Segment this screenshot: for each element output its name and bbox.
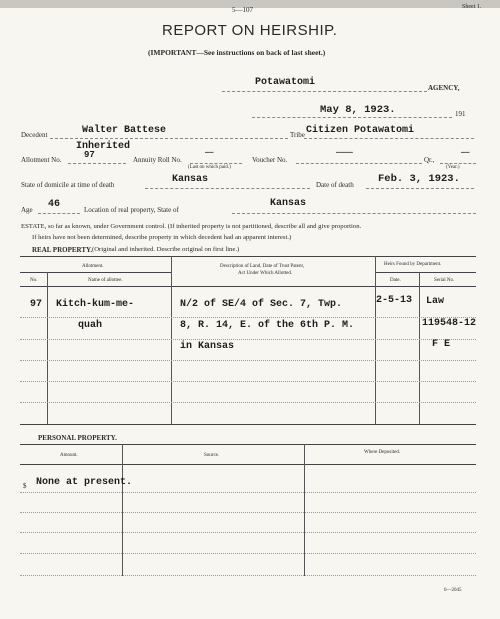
row-2-serial: 119548-12 bbox=[422, 318, 477, 329]
domicile-line bbox=[145, 188, 310, 189]
col-allotment: Allotment. bbox=[82, 264, 104, 269]
tribe-label: Tribe bbox=[290, 131, 305, 139]
footer-code: 6—2045 bbox=[444, 588, 462, 593]
voucher-label: Voucher No. bbox=[252, 156, 288, 164]
decedent-line bbox=[50, 138, 288, 139]
real-property-note: (Original and inherited. Describe original on first line.) bbox=[92, 246, 240, 253]
qr-line bbox=[440, 163, 476, 164]
location-label: Location of real property, State of bbox=[84, 206, 179, 214]
col-heirs: Heirs Found by Department. bbox=[384, 262, 442, 267]
agency-value: Potawatomi bbox=[255, 77, 316, 88]
col-where-deposited: Where Deposited. bbox=[364, 450, 401, 455]
domicile-value: Kansas bbox=[172, 174, 209, 185]
row-3-desc: in Kansas bbox=[180, 341, 235, 352]
tribe-value: Citizen Potawatomi bbox=[306, 125, 415, 136]
date-year-suffix: 191 bbox=[455, 110, 466, 118]
qr-value: —— bbox=[461, 149, 470, 157]
col-amount: Amount. bbox=[60, 453, 78, 458]
row-2-desc: 8, R. 14, E. of the 6th P. M. bbox=[180, 320, 355, 331]
personal-property-entry: None at present. bbox=[36, 477, 133, 488]
report-date: May 8, 1923. bbox=[320, 104, 396, 116]
form-number: 5—107 bbox=[232, 6, 253, 14]
col-serial: Serial No. bbox=[434, 278, 455, 283]
age-value: 46 bbox=[48, 199, 61, 210]
col-no: No. bbox=[30, 278, 38, 283]
col-date: Date. bbox=[390, 278, 401, 283]
qr-label: Qr., bbox=[424, 156, 435, 164]
col-description-1: Description of Land, Date of Trust Patent, bbox=[220, 264, 305, 269]
row-1-serial: Law bbox=[426, 296, 445, 307]
location-value: Kansas bbox=[270, 198, 307, 209]
row-1-desc: N/2 of SE/4 of Sec. 7, Twp. bbox=[180, 299, 343, 310]
col-name: Name of allottee. bbox=[88, 278, 123, 283]
death-date-line bbox=[366, 188, 474, 189]
dollar-sign: $ bbox=[23, 482, 27, 490]
row-3-serial: F E bbox=[432, 339, 451, 350]
date-line bbox=[252, 117, 452, 118]
row-2-name: quah bbox=[78, 320, 103, 331]
age-label: Age bbox=[21, 206, 33, 214]
decedent-name: Walter Battese bbox=[82, 125, 167, 136]
voucher-value: ———— bbox=[336, 149, 353, 157]
estate-line-2: If heirs have not been determined, describe property in which decedent had an apparent interest.) bbox=[32, 234, 292, 241]
important-note: (IMPORTANT—See instructions on back of last sheet.) bbox=[148, 48, 326, 57]
estate-line-1: ESTATE, so far as known, under Government control. (If inherited property is not partitioned, describe all and give proportion. bbox=[21, 223, 362, 230]
page-title: REPORT ON HEIRSHIP. bbox=[162, 22, 338, 39]
allotment-no: 97 bbox=[84, 150, 95, 160]
col-source: Source. bbox=[204, 453, 220, 458]
row-1-name: Kitch-kum-me- bbox=[56, 299, 135, 310]
death-date-value: Feb. 3, 1923. bbox=[378, 173, 460, 185]
annuity-line bbox=[190, 163, 242, 164]
annuity-value: —— bbox=[205, 149, 214, 157]
voucher-line bbox=[296, 163, 422, 164]
allotment-no-label: Allotment No. bbox=[21, 156, 62, 164]
row-1-date: 2-5-13 bbox=[376, 295, 413, 306]
tribe-line bbox=[304, 138, 474, 139]
real-property-label: REAL PROPERTY. bbox=[32, 246, 93, 254]
domicile-label: State of domicile at time of death bbox=[21, 181, 115, 189]
annuity-label: Annuity Roll No. bbox=[133, 156, 182, 164]
col-description-2: Act Under Which Allotted. bbox=[238, 271, 293, 276]
personal-property-label: PERSONAL PROPERTY. bbox=[38, 434, 117, 442]
inherited-annotation: Inherited bbox=[76, 141, 131, 152]
decedent-label: Decedent bbox=[21, 131, 48, 139]
agency-line bbox=[222, 91, 427, 92]
year-label: (Year.) bbox=[446, 165, 460, 170]
allotment-no-line bbox=[68, 163, 126, 164]
agency-label: AGENCY, bbox=[428, 84, 460, 92]
sheet-number: Sheet 1. bbox=[462, 4, 482, 10]
location-line bbox=[232, 213, 476, 214]
age-line bbox=[38, 213, 80, 214]
death-date-label: Date of death bbox=[316, 181, 354, 189]
row-1-no: 97 bbox=[30, 299, 43, 310]
annuity-sublabel: (Last on which paid.) bbox=[188, 165, 231, 170]
